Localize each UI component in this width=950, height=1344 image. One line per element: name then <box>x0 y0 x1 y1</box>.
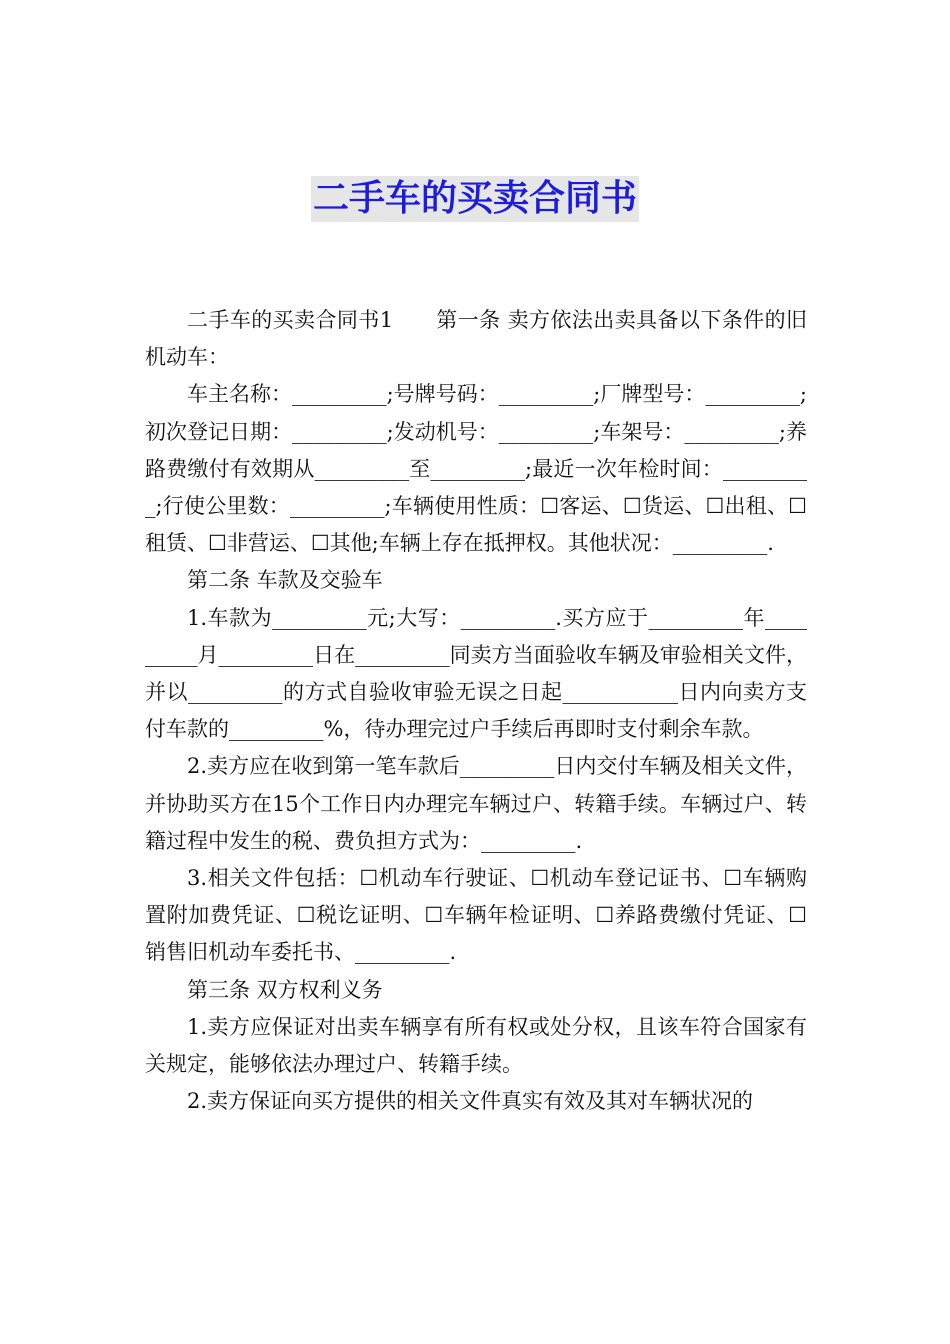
document-body <box>145 302 807 1120</box>
paragraph-article-2-item-2: 2.卖方应在收到第一笔车款后_________日内交付车辆及相关文件，并协助买方在15个工作日内办理完车辆过户、转籍手续。车辆过户、转籍过程中发生的税、费负担方式为：_________. <box>145 754 807 853</box>
paragraph-article-2-item-1: 1.车款为_________元;大写：_________.买方应于_________年_________月_________日在_________同卖方当面验收车辆及审验相关文件，并以_________的方式自验收审验无误之日起___________日内向卖方支付车款的_________%，待办理完过户手续后再即时支付剩余车款。 <box>145 605 807 742</box>
paragraph-article-2-item-3: 3.相关文件包括：☐机动车行驶证、☐机动车登记证书、☐车辆购置附加费凭证、☐税讫证明、☐车辆年检证明、☐养路费缴付凭证、☐销售旧机动车委托书、_________. <box>145 866 807 965</box>
paragraph-article-3-item-2: 2.卖方保证向买方提供的相关文件真实有效及其对车辆状况的 <box>187 1089 754 1114</box>
title-container <box>0 176 950 222</box>
paragraph-intro: 二手车的买卖合同书1 第一条 卖方依法出卖具备以下条件的旧机动车： <box>145 308 807 370</box>
section-heading-article-3: 第三条 双方权利义务 <box>187 977 383 1002</box>
paragraph-vehicle-info: 车主名称：_________;号牌号码：_________;厂牌型号：_________;初次登记日期：_________;发动机号：_________;车架号：_________;养路费缴付有效期从_________至_________;最近一次年检时间：_________;行使公里数：_________;车辆使用性质：☐客运、☐货运、☐出租、☐租赁、☐非营运、☐其他;车辆上存在抵押权。其他状况：_________. <box>145 382 807 556</box>
document-title: 二手车的买卖合同书 <box>311 176 639 222</box>
section-heading-article-2: 第二条 车款及交验车 <box>187 568 383 593</box>
paragraph-article-3-item-1: 1.卖方应保证对出卖车辆享有所有权或处分权，且该车符合国家有关规定，能够依法办理过户、转籍手续。 <box>145 1014 807 1077</box>
